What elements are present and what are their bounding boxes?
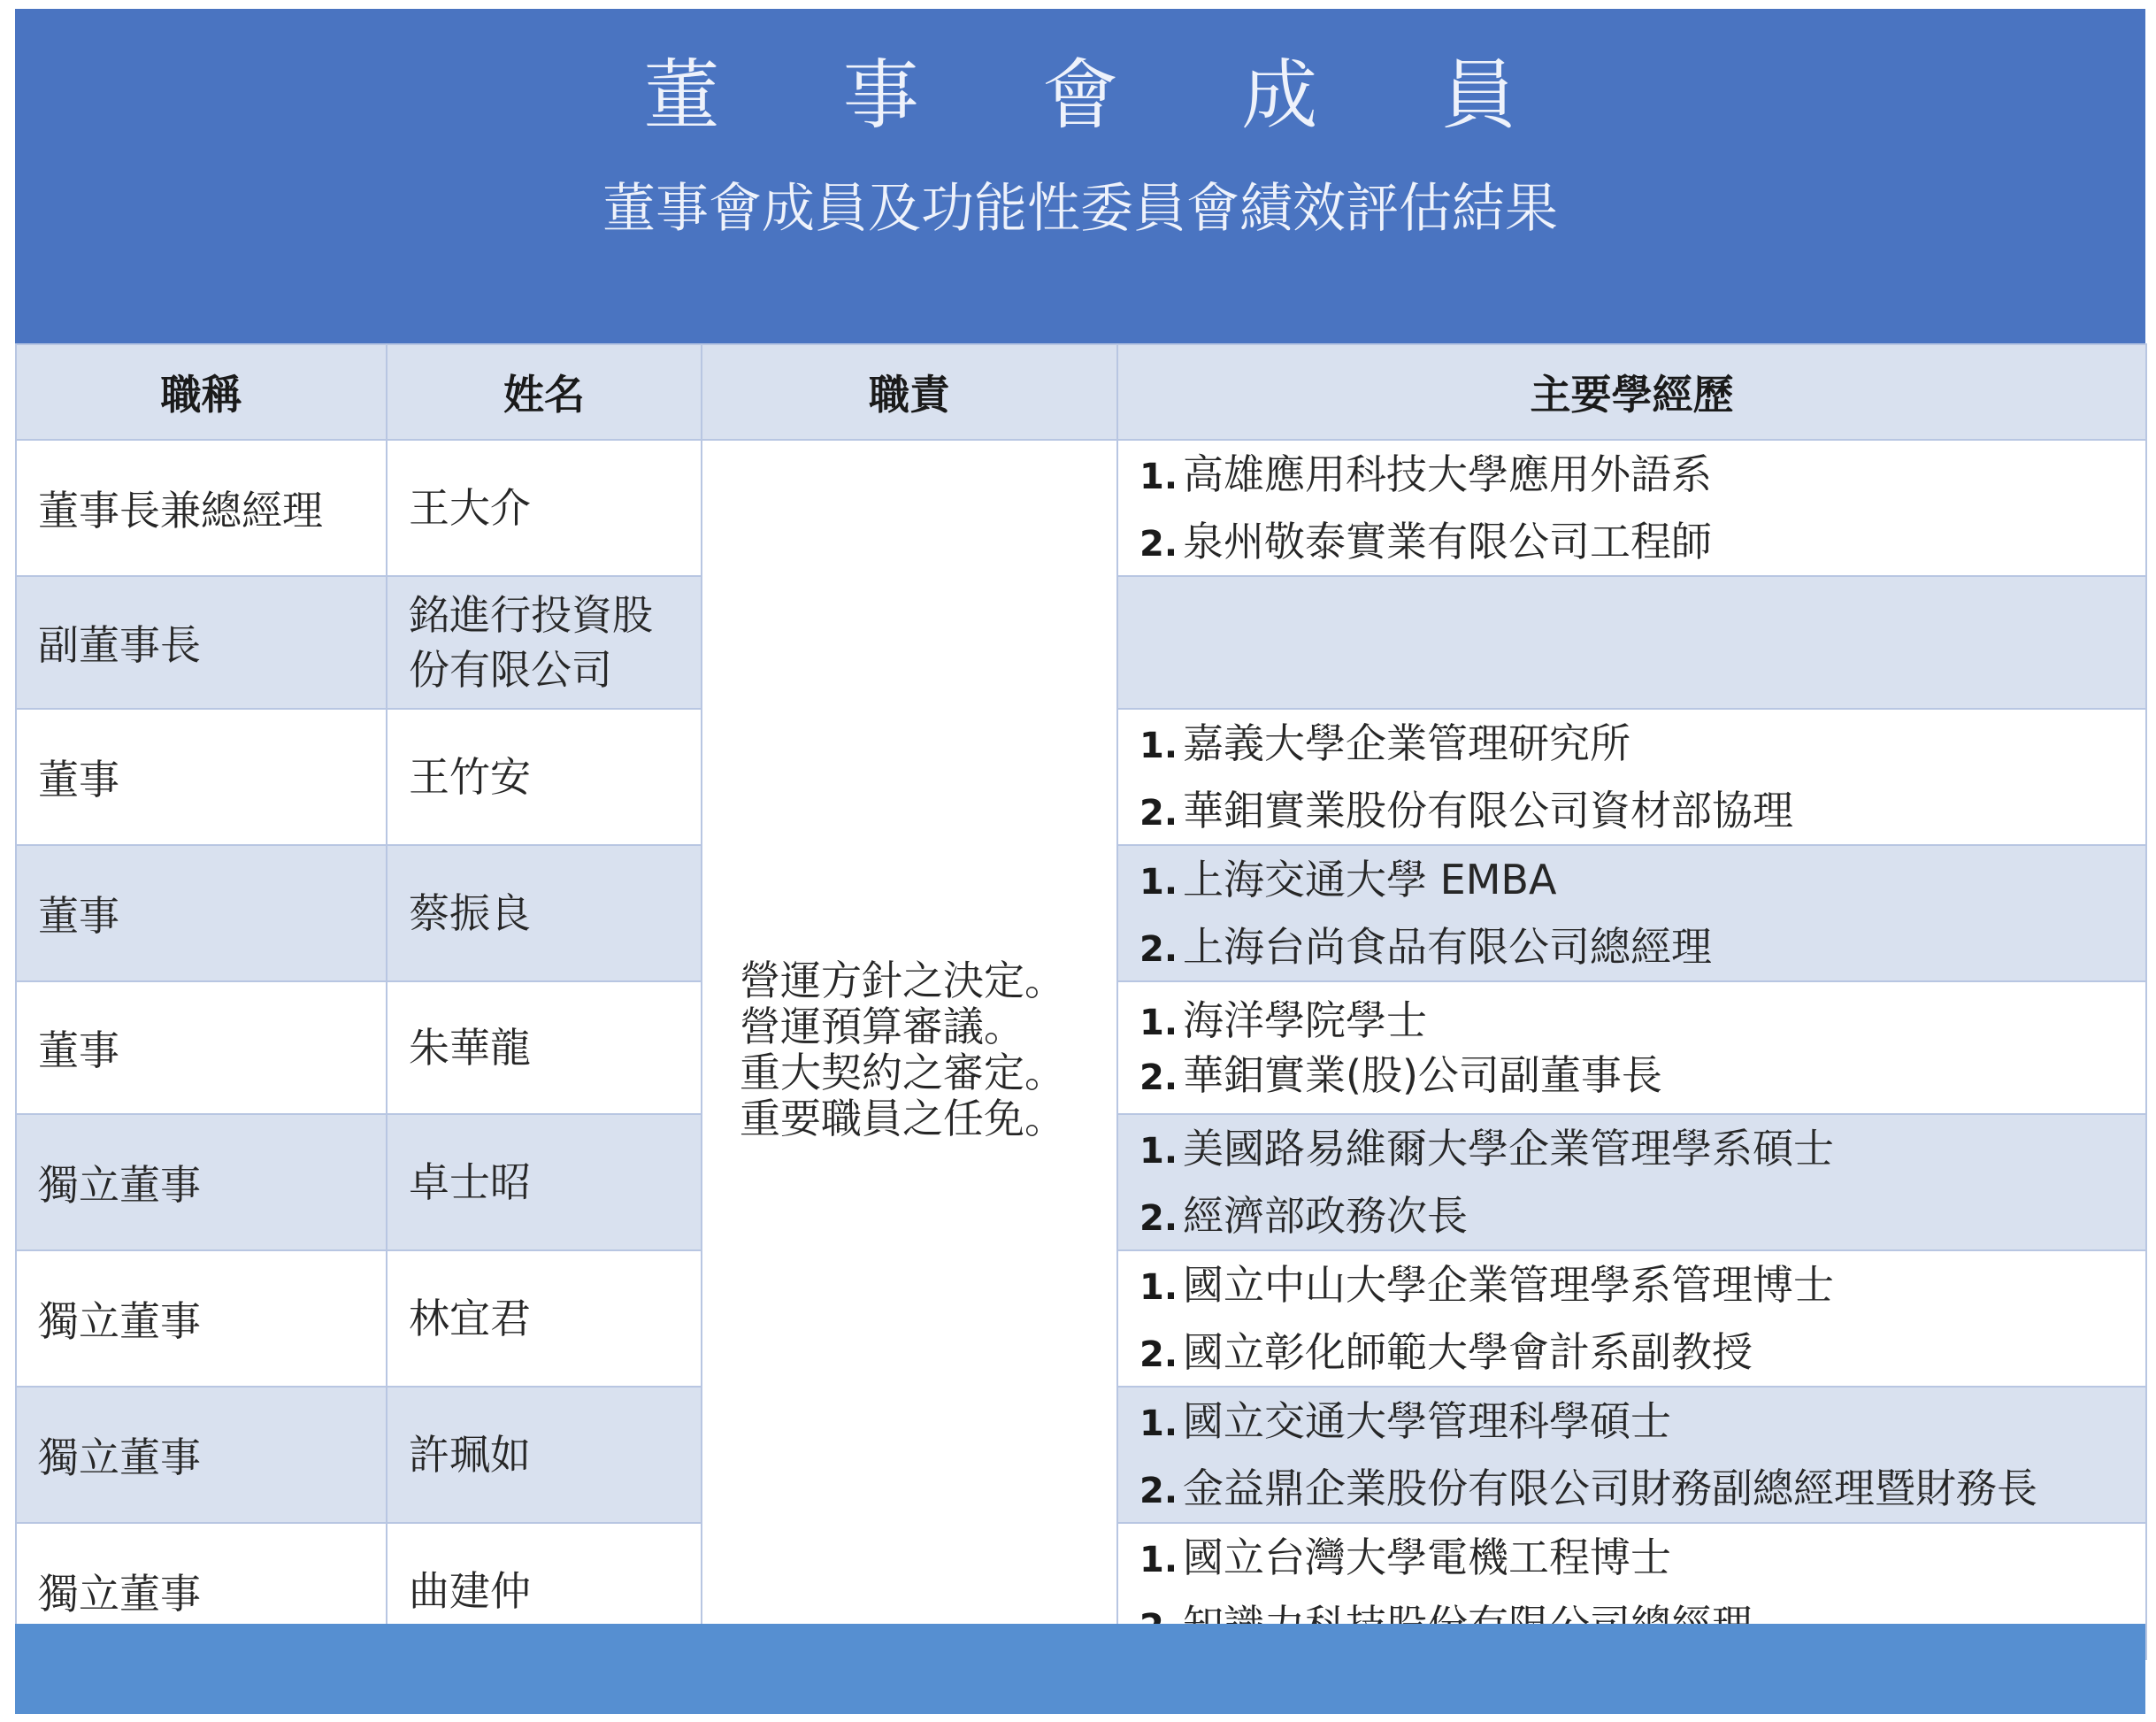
column-header-duties: 職責 <box>702 344 1117 440</box>
experience-number: 2. <box>1139 1334 1178 1375</box>
experience-text: 泉州敬泰實業有限公司工程師 <box>1183 518 1713 565</box>
member-experience <box>1117 440 2146 576</box>
experience-text: 國立交通大學管理科學碩士 <box>1183 1397 1672 1445</box>
duties-cell <box>702 440 1117 1659</box>
member-title: 董事 <box>16 981 387 1114</box>
experience-text: 華鉬實業股份有限公司資材部協理 <box>1183 787 1794 834</box>
experience-number: 1. <box>1139 1003 1178 1043</box>
member-experience <box>1117 1387 2146 1523</box>
experience-text: 海洋學院學士 <box>1183 996 1428 1044</box>
member-name: 王大介 <box>387 440 702 576</box>
member-name: 許珮如 <box>387 1387 702 1523</box>
member-name: 銘進行投資股份有限公司 <box>387 576 702 709</box>
duty-item: 重要職員之任免。 <box>740 1095 1065 1142</box>
page-title: 董 事 會 成 員 <box>643 51 1567 140</box>
member-title: 副董事長 <box>16 576 387 709</box>
member-name: 朱華龍 <box>387 981 702 1114</box>
experience-text: 國立中山大學企業管理學系管理博士 <box>1183 1261 1835 1309</box>
experience-text: 嘉義大學企業管理研究所 <box>1183 719 1631 767</box>
experience-number: 1. <box>1139 726 1178 766</box>
experience-number: 1. <box>1139 1540 1178 1580</box>
experience-text: 國立台灣大學電機工程博士 <box>1183 1534 1672 1581</box>
experience-text: 金益鼎企業股份有限公司財務副總經理暨財務長 <box>1183 1464 2038 1512</box>
member-title: 獨立董事 <box>16 1114 387 1250</box>
experience-number: 1. <box>1139 1267 1178 1308</box>
experience-text: 上海台尚食品有限公司總經理 <box>1183 923 1713 971</box>
column-header-title: 職稱 <box>16 344 387 440</box>
table-row <box>16 440 2146 576</box>
member-experience <box>1117 1114 2146 1250</box>
header-banner <box>15 9 2145 343</box>
experience-number: 2. <box>1139 524 1178 565</box>
member-experience <box>1117 576 2146 709</box>
board-members-table <box>15 343 2147 1660</box>
experience-number: 2. <box>1139 1198 1178 1239</box>
page-subtitle: 董事會成員及功能性委員會績效評估結果 <box>602 178 1558 240</box>
experience-number: 1. <box>1139 862 1178 903</box>
member-name: 王竹安 <box>387 709 702 845</box>
experience-text: 華鉬實業(股)公司副董事長 <box>1183 1051 1662 1099</box>
member-title: 董事長兼總經理 <box>16 440 387 576</box>
experience-number: 1. <box>1139 1131 1178 1172</box>
column-header-name: 姓名 <box>387 344 702 440</box>
column-header-experience: 主要學經歷 <box>1117 344 2146 440</box>
experience-number: 2. <box>1139 929 1178 970</box>
member-title: 獨立董事 <box>16 1250 387 1387</box>
duty-item: 營運預算審議。 <box>740 1003 1024 1050</box>
member-title: 獨立董事 <box>16 1523 387 1659</box>
duty-item: 營運方針之決定。 <box>740 957 1065 1004</box>
experience-text: 美國路易維爾大學企業管理學系碩士 <box>1183 1125 1835 1172</box>
experience-text: 國立彰化師範大學會計系副教授 <box>1183 1328 1753 1376</box>
board-members-page <box>15 9 2145 1714</box>
member-title: 董事 <box>16 845 387 981</box>
experience-number: 2. <box>1139 1471 1178 1511</box>
experience-number: 1. <box>1139 1403 1178 1444</box>
member-name: 蔡振良 <box>387 845 702 981</box>
experience-number: 2. <box>1139 1057 1178 1098</box>
member-name: 卓士昭 <box>387 1114 702 1250</box>
member-experience <box>1117 709 2146 845</box>
table-header-row <box>16 344 2146 440</box>
member-name: 林宜君 <box>387 1250 702 1387</box>
member-title: 獨立董事 <box>16 1387 387 1523</box>
experience-text: 上海交通大學 EMBA <box>1183 856 1557 903</box>
member-name: 曲建仲 <box>387 1523 702 1659</box>
member-experience <box>1117 845 2146 981</box>
experience-number: 1. <box>1139 457 1178 497</box>
member-experience <box>1117 981 2146 1114</box>
experience-text: 高雄應用科技大學應用外語系 <box>1183 450 1713 498</box>
member-experience <box>1117 1250 2146 1387</box>
duty-item: 重大契約之審定。 <box>740 1049 1065 1096</box>
experience-number: 2. <box>1139 793 1178 834</box>
member-title: 董事 <box>16 709 387 845</box>
footer-band <box>15 1624 2145 1714</box>
experience-text: 經濟部政務次長 <box>1183 1192 1469 1240</box>
